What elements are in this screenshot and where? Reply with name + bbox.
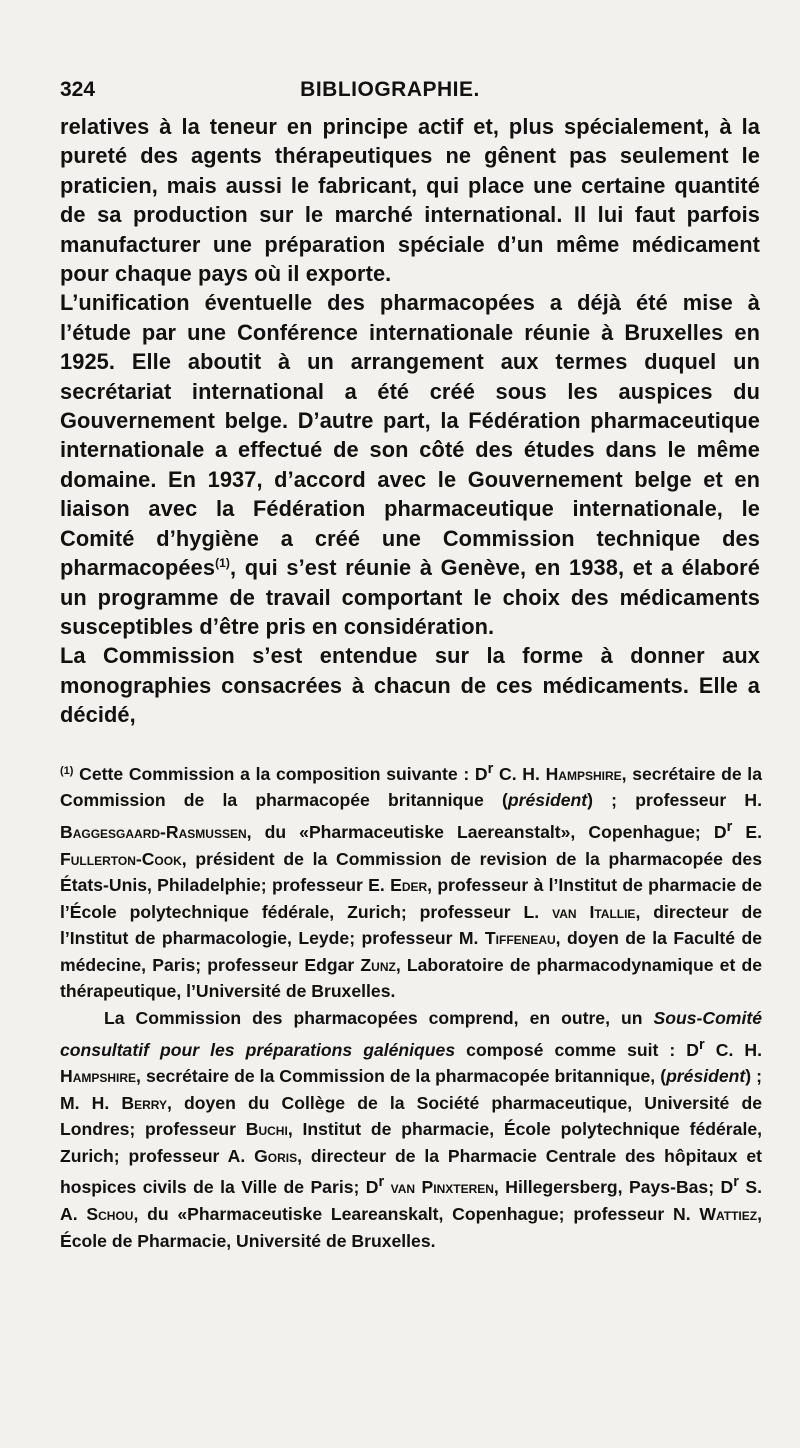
- person-name: Hampshire: [545, 763, 622, 784]
- footnote-reference[interactable]: (1): [215, 556, 231, 571]
- footnote-text: ) ; M. H.: [60, 1066, 762, 1113]
- person-name: Zunz: [360, 954, 396, 975]
- footnote-1: [60, 756, 762, 1005]
- person-name: Baggesgaard-Rasmussen: [60, 821, 247, 842]
- italic-term: président: [666, 1066, 746, 1087]
- footnote-text: , du «Pharmaceutiske Laereanstalt», Copenhague; D: [246, 821, 727, 842]
- footnote-text: C. H.: [704, 1039, 762, 1060]
- footnote-text: , président de la Commission de revision de la pharmacopée des États-Unis, Philadelphie; professeur E.: [60, 848, 762, 896]
- footnote-text: , doyen de la Faculté de médecine, Paris; professeur Edgar: [60, 928, 762, 975]
- superscript: r: [726, 819, 733, 836]
- italic-term: Sous-Comité consultatif pour les préparations galéniques: [60, 1008, 762, 1060]
- footnote-text: Cette Commission a la composition suivante : D: [73, 763, 488, 784]
- person-name: van Itallie: [552, 901, 636, 922]
- footnote-text: , du «Pharmaceutiske Leareanskalt, Copenhague; professeur N.: [133, 1203, 700, 1224]
- footnote-text: , professeur à l’Institut de pharmacie de l’École polytechnique fédérale, Zurich; professeur L.: [60, 875, 762, 922]
- italic-term: président: [507, 790, 588, 811]
- footnote-text: , Institut de pharmacie, École polytechnique fédérale, Zurich; professeur A.: [60, 1119, 762, 1166]
- footnote-text: , Hillegersberg, Pays-Bas; D: [493, 1177, 734, 1198]
- person-name: Goris: [254, 1145, 298, 1166]
- footnote-2: [60, 1005, 762, 1254]
- paragraph-2: [60, 288, 760, 641]
- footnote-text: , secrétaire de la Commission de la pharmacopée britannique (: [60, 763, 762, 811]
- person-name: Hampshire: [60, 1066, 137, 1087]
- superscript: r: [733, 1174, 739, 1191]
- superscript: r: [378, 1174, 385, 1191]
- main-text: [60, 112, 760, 730]
- page-number: 324: [60, 78, 96, 101]
- footnote-text: , Laboratoire de pharmacodynamique et de thérapeutique, l’Université de Bruxelles.: [60, 954, 763, 1002]
- person-name: Berry: [121, 1092, 167, 1113]
- person-name: Wattiez: [699, 1203, 758, 1224]
- person-name: Tiffeneau: [484, 928, 556, 949]
- footnote-text: E.: [732, 821, 762, 842]
- paragraph-1: relatives à la teneur en principe actif et, plus spécialement, à la pureté des agents thérapeutiques ne gênent pas seulement le praticien, mais aussi le fabricant, qui place une certaine quantité de sa production sur le marché international. Il lui faut parfois manufacturer une préparation spéciale d’un même médicament pour chaque pays où il exporte.: [60, 114, 760, 287]
- paragraph-3: La Commission s’est entendue sur la forme à donner aux monographies consacrées à chacun de ces médicaments. Elle a décidé,: [60, 643, 760, 728]
- footnote-block: [60, 756, 762, 1254]
- footnote-text: , directeur de l’Institut de pharmacologie, Leyde; professeur M.: [60, 901, 763, 949]
- superscript: r: [487, 761, 494, 777]
- footnote-text: C. H.: [493, 763, 546, 784]
- footnote-text: , doyen du Collège de la Société pharmaceutique, Université de Londres; professeur: [60, 1092, 762, 1140]
- person-name: Eder: [390, 875, 428, 896]
- person-name: Buchi: [245, 1119, 288, 1140]
- person-name: Fullerton-Cook: [60, 848, 182, 869]
- footnote-text: , directeur de la Pharmacie Centrale des hôpitaux et hospices civils de la Ville de Paris; D: [60, 1145, 762, 1198]
- paragraph-2-text-b: , qui s’est réunie à Genève, en 1938, et a élaboré un programme de travail comportant le choix des médicaments susceptibles d’être pris en considération.: [60, 555, 760, 639]
- superscript: r: [699, 1036, 705, 1053]
- page-header: [60, 72, 720, 102]
- footnote-text: composé comme suit : D: [455, 1039, 699, 1060]
- person-name: van Pinxteren: [390, 1177, 494, 1198]
- footnote-text: ) ; professeur H.: [587, 790, 762, 811]
- footnote-text: S. A.: [60, 1177, 762, 1224]
- footnote-text: La Commission des pharmacopées comprend, en outre, un: [104, 1008, 654, 1029]
- footnote-text: , secrétaire de la Commission de la pharmacopée britannique, (: [136, 1066, 667, 1087]
- running-title: BIBLIOGRAPHIE.: [300, 78, 480, 101]
- paragraph-2-text-a: L’unification éventuelle des pharmacopées a déjà été mise à l’étude par une Conférence internationale réunie à Bruxelles en 1925. Elle aboutit à un arrangement aux termes duquel un secrétariat international a été créé sous les auspices du Gouvernement belge. D’autre part, la Fédération pharmaceutique internationale a effectué de son côté des études dans le même domaine. En 1937, d’accord avec le Gouvernement belge et en liaison avec la Fédération pharmaceutique internationale, le Comité d’hygiène a créé une Commission technique des pharmacopées: [60, 290, 760, 581]
- footnote-mark: (1): [60, 764, 74, 777]
- footnote-text: , École de Pharmacie, Université de Bruxelles.: [60, 1203, 762, 1251]
- person-name: Schou: [86, 1203, 134, 1224]
